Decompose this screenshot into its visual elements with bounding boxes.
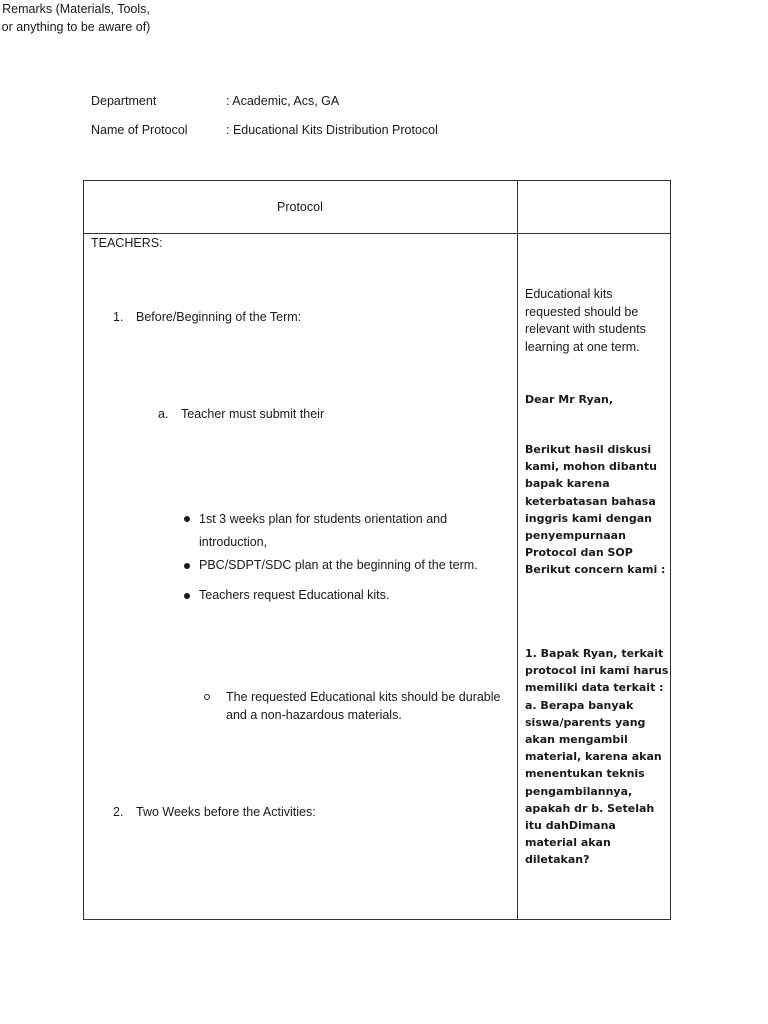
bullet-icon <box>184 593 190 599</box>
header-remarks: Remarks (Materials, Tools, or anything to be aware of) <box>1 2 151 34</box>
sub-bullet-item-continuation: and a non-hazardous materials. <box>226 708 402 722</box>
bullet-item-continuation: introduction, <box>199 535 268 549</box>
remark-discussion: Berikut hasil diskusi kami, mohon dibantu bapak karena keterbatasan bahasa inggris kami dengan penyempurnaan Protocol dan SOP Berikut concern kami : <box>525 443 666 577</box>
step1a-text: Teacher must submit their <box>181 407 325 421</box>
sub-bullet-icon <box>204 694 210 700</box>
protocol-name-value: : Educational Kits Distribution Protocol <box>226 123 438 137</box>
step2-number: 2. <box>113 805 124 819</box>
bullet-icon <box>184 563 190 569</box>
bullet-icon <box>184 516 190 522</box>
bullet-item: PBC/SDPT/SDC plan at the beginning of the term. <box>199 558 478 572</box>
header-protocol: Protocol <box>277 200 323 214</box>
section-title-teachers: TEACHERS: <box>91 236 163 250</box>
protocol-name-label: Name of Protocol <box>91 123 188 137</box>
remark-greeting: Dear Mr Ryan, <box>525 393 614 406</box>
department-value: : Academic, Acs, GA <box>226 94 340 108</box>
column-divider <box>517 180 518 920</box>
header-divider <box>83 233 671 234</box>
department-label: Department <box>91 94 157 108</box>
bullet-item: 1st 3 weeks plan for students orientation and <box>199 512 448 526</box>
step1a-letter: a. <box>158 407 169 421</box>
remark-questions: 1. Bapak Ryan, terkait protocol ini kami harus memiliki data terkait : a. Berapa banyak siswa/parents yang akan mengambil material, karena akan menentukan teknis pengambilannya, apakah dr b. Setelah itu dahDimana material akan diletakan? <box>525 647 669 867</box>
remark-educational-kits: Educational kits requested should be relevant with students learning at one term. <box>525 287 646 354</box>
step2-text: Two Weeks before the Activities: <box>136 805 316 819</box>
bullet-item: Teachers request Educational kits. <box>199 588 390 602</box>
sub-bullet-item: The requested Educational kits should be durable <box>226 690 501 704</box>
step1-text: Before/Beginning of the Term: <box>136 310 302 324</box>
step1-number: 1. <box>113 310 124 324</box>
